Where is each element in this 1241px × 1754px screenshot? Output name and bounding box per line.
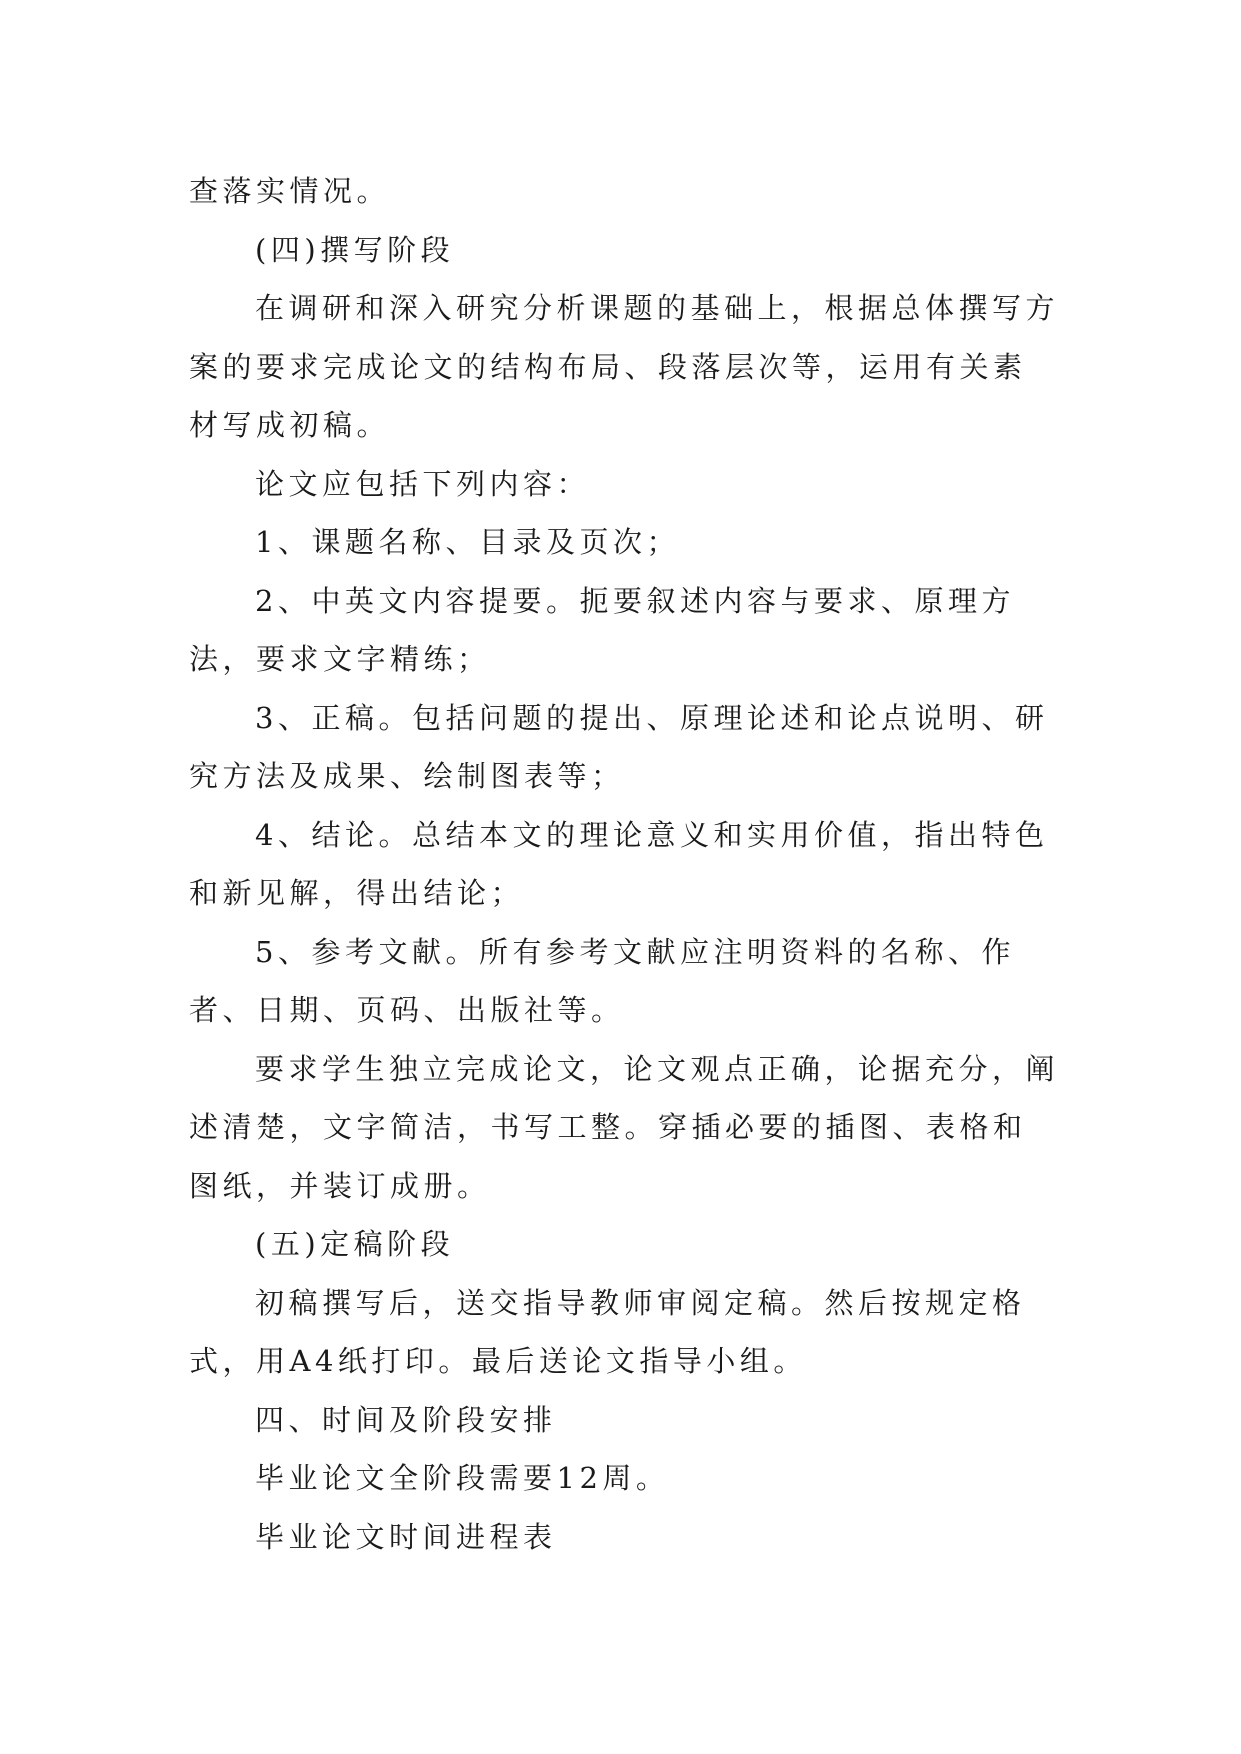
document-body — [189, 162, 1059, 1566]
paragraph: 在调研和深入研究分析课题的基础上，根据总体撰写方案的要求完成论文的结构布局、段落层次等，运用有关素材写成初稿。 — [189, 291, 1060, 442]
paragraph: 要求学生独立完成论文，论文观点正确，论据充分，阐述清楚，文字简洁，书写工整。穿插必要的插图、表格和图纸，并装订成册。 — [189, 1051, 1060, 1203]
section-heading: 四、时间及阶段安排 — [255, 1402, 557, 1437]
table-caption: 毕业论文时间进程表 — [255, 1519, 557, 1554]
section-heading: (五)定稿阶段 — [255, 1227, 455, 1261]
list-item: 1、课题名称、目录及页次； — [255, 525, 680, 559]
list-item: 4、结论。总结本文的理论意义和实用价值，指出特色和新见解，得出结论； — [189, 817, 1049, 910]
list-item: 2、中英文内容提要。扼要叙述内容与要求、原理方法，要求文字精练； — [189, 583, 1015, 676]
list-item: 3、正稿。包括问题的提出、原理论述和论点说明、研究方法及成果、绘制图表等； — [189, 700, 1049, 793]
paragraph: 论文应包括下列内容： — [255, 466, 591, 501]
paragraph: 初稿撰写后，送交指导教师审阅定稿。然后按规定格式，用A4纸打印。最后送论文指导小组。 — [189, 1285, 1026, 1378]
paragraph: 毕业论文全阶段需要12周。 — [255, 1461, 670, 1495]
paragraph: 查落实情况。 — [189, 174, 391, 208]
section-heading: (四)撰写阶段 — [255, 232, 455, 267]
list-item: 5、参考文献。所有参考文献应注明资料的名称、作者、日期、页码、出版社等。 — [189, 934, 1015, 1027]
